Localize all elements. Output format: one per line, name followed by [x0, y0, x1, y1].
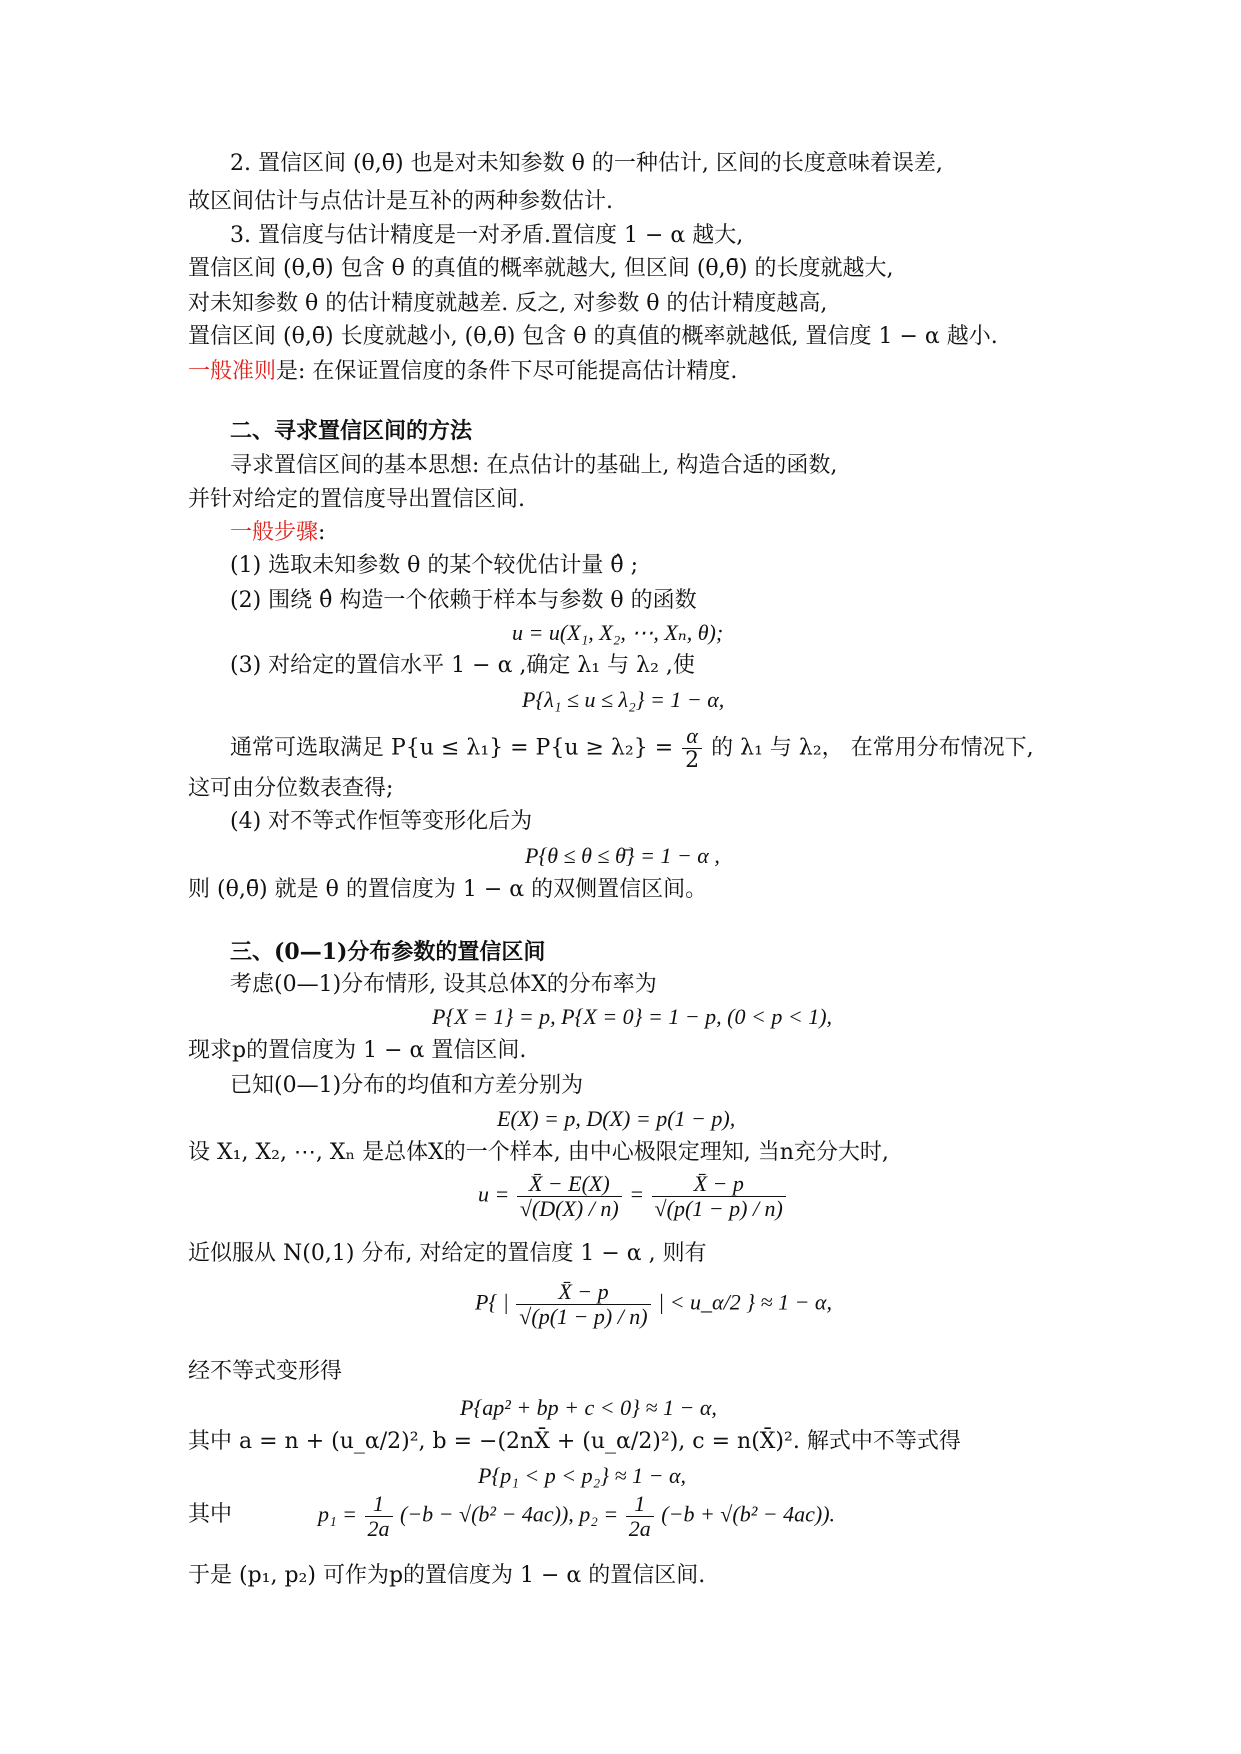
item3-line3: 对未知参数 θ 的估计精度就越差. 反之, 对参数 θ 的估计精度越高,: [188, 291, 828, 316]
roots-line: [188, 1500, 232, 1530]
formula-mean-variance: E(X) = p, D(X) = p(1 − p),: [497, 1106, 736, 1131]
section2-heading: 二、寻求置信区间的方法: [230, 418, 473, 444]
two-sided-interval-conclusion: 则 (θ,θ̄) 就是 θ 的置信度为 1 − α 的双侧置信区间。: [188, 877, 708, 902]
formula-quadratic: P{ap² + bp + c < 0} ≈ 1 − α,: [460, 1395, 717, 1420]
p2-denominator: 2a: [628, 1516, 651, 1541]
consider-distribution: 考虑(0—1)分布情形, 设其总体X的分布率为: [230, 972, 657, 997]
seek-interval-line: 现求p的置信度为 1 − α 置信区间.: [188, 1038, 527, 1063]
general-steps: [230, 519, 325, 547]
usually-choose-tail: 的 λ₁ 与 λ₂， 在常用分布情况下,: [711, 735, 1034, 761]
item3-line4: 置信区间 (θ,θ̄) 长度就越小, (θ,θ̄) 包含 θ 的真值的概率就越低, 置信度 1 − α 越小.: [188, 324, 998, 349]
alpha-half-numerator: α: [682, 724, 702, 749]
u-fraction-2: [652, 1172, 786, 1221]
general-steps-label: 一般步骤: [230, 520, 319, 545]
formula-u-statistic: [478, 1172, 788, 1221]
item2-line1: 2. 置信区间 (θ,θ̄) 也是对未知参数 θ 的一种估计, 区间的长度意味着误差,: [230, 151, 943, 176]
general-steps-colon: :: [318, 520, 326, 545]
u-fraction-2-denominator: √(p(1 − p) / n): [654, 1196, 783, 1221]
coefficients-line: 其中 a = n + (u_α/2)², b = −(2nX̄ + (u_α/2)²), c = n(X̄)². 解式中不等式得: [188, 1429, 961, 1454]
p-bound-lhs: P{ |: [475, 1289, 509, 1315]
u-lhs: u =: [478, 1181, 510, 1207]
general-rule: [188, 358, 737, 386]
item3-line2: 置信区间 (θ,θ̄) 包含 θ 的真值的概率就越大, 但区间 (θ,θ̄) 的长度就越大,: [188, 256, 894, 281]
general-rule-text: 是: 在保证置信度的条件下尽可能提高估计精度.: [276, 359, 738, 384]
formula-p1-p2: P{p₁ < p < p₂} ≈ 1 − α,: [478, 1463, 686, 1488]
p2-fraction: [626, 1492, 654, 1541]
basic-idea-line2: 并针对给定的置信度导出置信区间.: [188, 487, 525, 512]
step-4: (4) 对不等式作恒等变形化后为: [230, 809, 533, 834]
formula-distribution: P{X = 1} = p, P{X = 0} = 1 − p, (0 < p < 1),: [432, 1004, 833, 1029]
p-bound-denominator: √(p(1 − p) / n): [519, 1304, 648, 1329]
u-fraction-1-numerator: X̄ − E(X): [517, 1172, 622, 1197]
p1-numerator: 1: [365, 1492, 393, 1517]
inequality-transform-line: 经不等式变形得: [188, 1359, 343, 1384]
p1-rhs: (−b − √(b² − 4ac)),: [400, 1501, 574, 1527]
formula-u-function: u = u(X₁, X₂, ⋯, Xₙ, θ);: [512, 620, 724, 645]
p2-numerator: 1: [626, 1492, 654, 1517]
u-fraction-2-numerator: X̄ − p: [652, 1172, 786, 1197]
step-3: (3) 对给定的置信水平 1 − α ,确定 λ₁ 与 λ₂ ,使: [230, 653, 695, 678]
step-2: (2) 围绕 θ̂ 构造一个依赖于样本与参数 θ 的函数: [230, 588, 697, 613]
quantile-table-line: 这可由分位数表查得;: [188, 776, 394, 801]
u-fraction-1: [517, 1172, 622, 1221]
step-1: (1) 选取未知参数 θ 的某个较优估计量 θ̂ ;: [230, 553, 639, 578]
approximate-normal-line: 近似服从 N(0,1) 分布, 对给定的置信度 1 − α , 则有: [188, 1241, 707, 1266]
final-interval-line: 于是 (p₁, p₂) 可作为p的置信度为 1 − α 的置信区间.: [188, 1563, 706, 1588]
formula-probability-bound: [475, 1280, 832, 1329]
sample-clt-line: 设 X₁, X₂, ⋯, Xₙ 是总体X的一个样本, 由中心极限定理知, 当n充分大时,: [188, 1140, 889, 1165]
p1-denominator: 2a: [367, 1516, 390, 1541]
alpha-half-fraction: [682, 724, 702, 773]
roots-where-label: 其中: [188, 1502, 233, 1527]
item2-line2: 故区间估计与点估计是互补的两种参数估计.: [188, 189, 613, 214]
section3-heading: 三、(0—1)分布参数的置信区间: [230, 939, 546, 965]
formula-roots: [318, 1492, 835, 1541]
u-equals: =: [629, 1181, 645, 1207]
p2-rhs: (−b + √(b² − 4ac)).: [661, 1501, 836, 1527]
u-fraction-1-denominator: √(D(X) / n): [519, 1196, 619, 1221]
p-bound-fraction: [516, 1280, 650, 1329]
p1-fraction: [365, 1492, 393, 1541]
usually-choose-line: [230, 724, 1034, 773]
known-mean-variance: 已知(0—1)分布的均值和方差分别为: [230, 1073, 584, 1098]
basic-idea-line1: 寻求置信区间的基本思想: 在点估计的基础上, 构造合适的函数,: [230, 453, 838, 478]
formula-probability-lambda: P{λ₁ ≤ u ≤ λ₂} = 1 − α,: [522, 687, 725, 712]
p1-lhs: p₁ =: [318, 1501, 357, 1527]
general-rule-label: 一般准则: [188, 359, 277, 384]
item3-line1: 3. 置信度与估计精度是一对矛盾.置信度 1 − α 越大,: [230, 223, 744, 248]
formula-probability-theta: P{θ ≤ θ ≤ θ̄} = 1 − α ,: [525, 843, 720, 868]
usually-choose-text: 通常可选取满足 P{u ≤ λ₁} = P{u ≥ λ₂} =: [230, 735, 674, 761]
p-bound-numerator: X̄ − p: [516, 1280, 650, 1305]
p-bound-rhs: | < u_α/2 } ≈ 1 − α,: [658, 1289, 832, 1315]
alpha-half-denominator: 2: [685, 748, 700, 773]
p2-lhs: p₂ =: [579, 1501, 619, 1527]
